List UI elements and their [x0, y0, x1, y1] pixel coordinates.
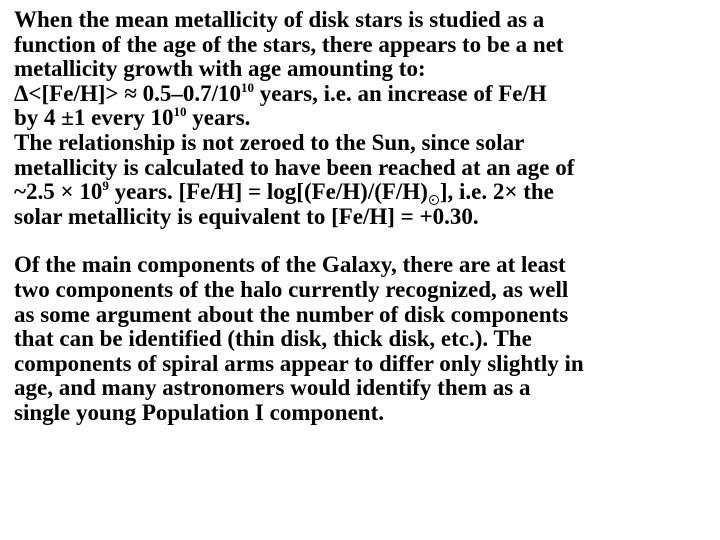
text-line: function of the age of the stars, there appears to be a net [14, 31, 564, 57]
exponent: 10 [173, 104, 187, 120]
text-line: as some argument about the number of disk components [14, 301, 569, 327]
text-line: Of the main components of the Galaxy, there are at least [14, 252, 566, 278]
text-line: single young Population I component. [14, 399, 384, 425]
text-line: When the mean metallicity of disk stars is studied as a [14, 7, 545, 32]
text-line: metallicity growth with age amounting to: [14, 56, 426, 82]
text-line-equation [14, 79, 714, 107]
slide-content [14, 8, 714, 426]
text-segment: by 4 ±1 every 10 [14, 105, 174, 131]
text-line: age, and many astronomers would identify them as a [14, 375, 531, 401]
text-line [14, 106, 714, 131]
text-line: that can be identified (thin disk, thick disk, etc.). The [14, 326, 532, 352]
equation-text: Δ<[Fe/H]> ≈ 0.5–0.7/10 [14, 80, 242, 106]
text-segment: ~2.5 × 10 [14, 179, 103, 205]
exponent: 9 [102, 178, 109, 194]
equation-tail: years, i.e. an increase of Fe/H [254, 80, 547, 106]
paragraph-metallicity [14, 8, 714, 229]
text-segment: years. [186, 105, 251, 131]
text-line: components of spiral arms appear to differ only slightly in [14, 350, 584, 376]
paragraph-galaxy-components [14, 253, 714, 425]
text-line: two components of the halo currently recognized, as well [14, 276, 569, 302]
text-line: metallicity is calculated to have been reached at an age of [14, 154, 575, 180]
text-line-formula [14, 180, 714, 205]
text-line: The relationship is not zeroed to the Sun, since solar [14, 129, 525, 155]
exponent: 10 [241, 79, 255, 95]
formula-text: years. [Fe/H] = log[(Fe/H)/(F/H) [108, 179, 428, 205]
sun-symbol-icon [429, 195, 439, 205]
formula-tail: ], i.e. 2× the [439, 179, 554, 205]
text-line: solar metallicity is equivalent to [Fe/H] = +0.30. [14, 203, 479, 229]
